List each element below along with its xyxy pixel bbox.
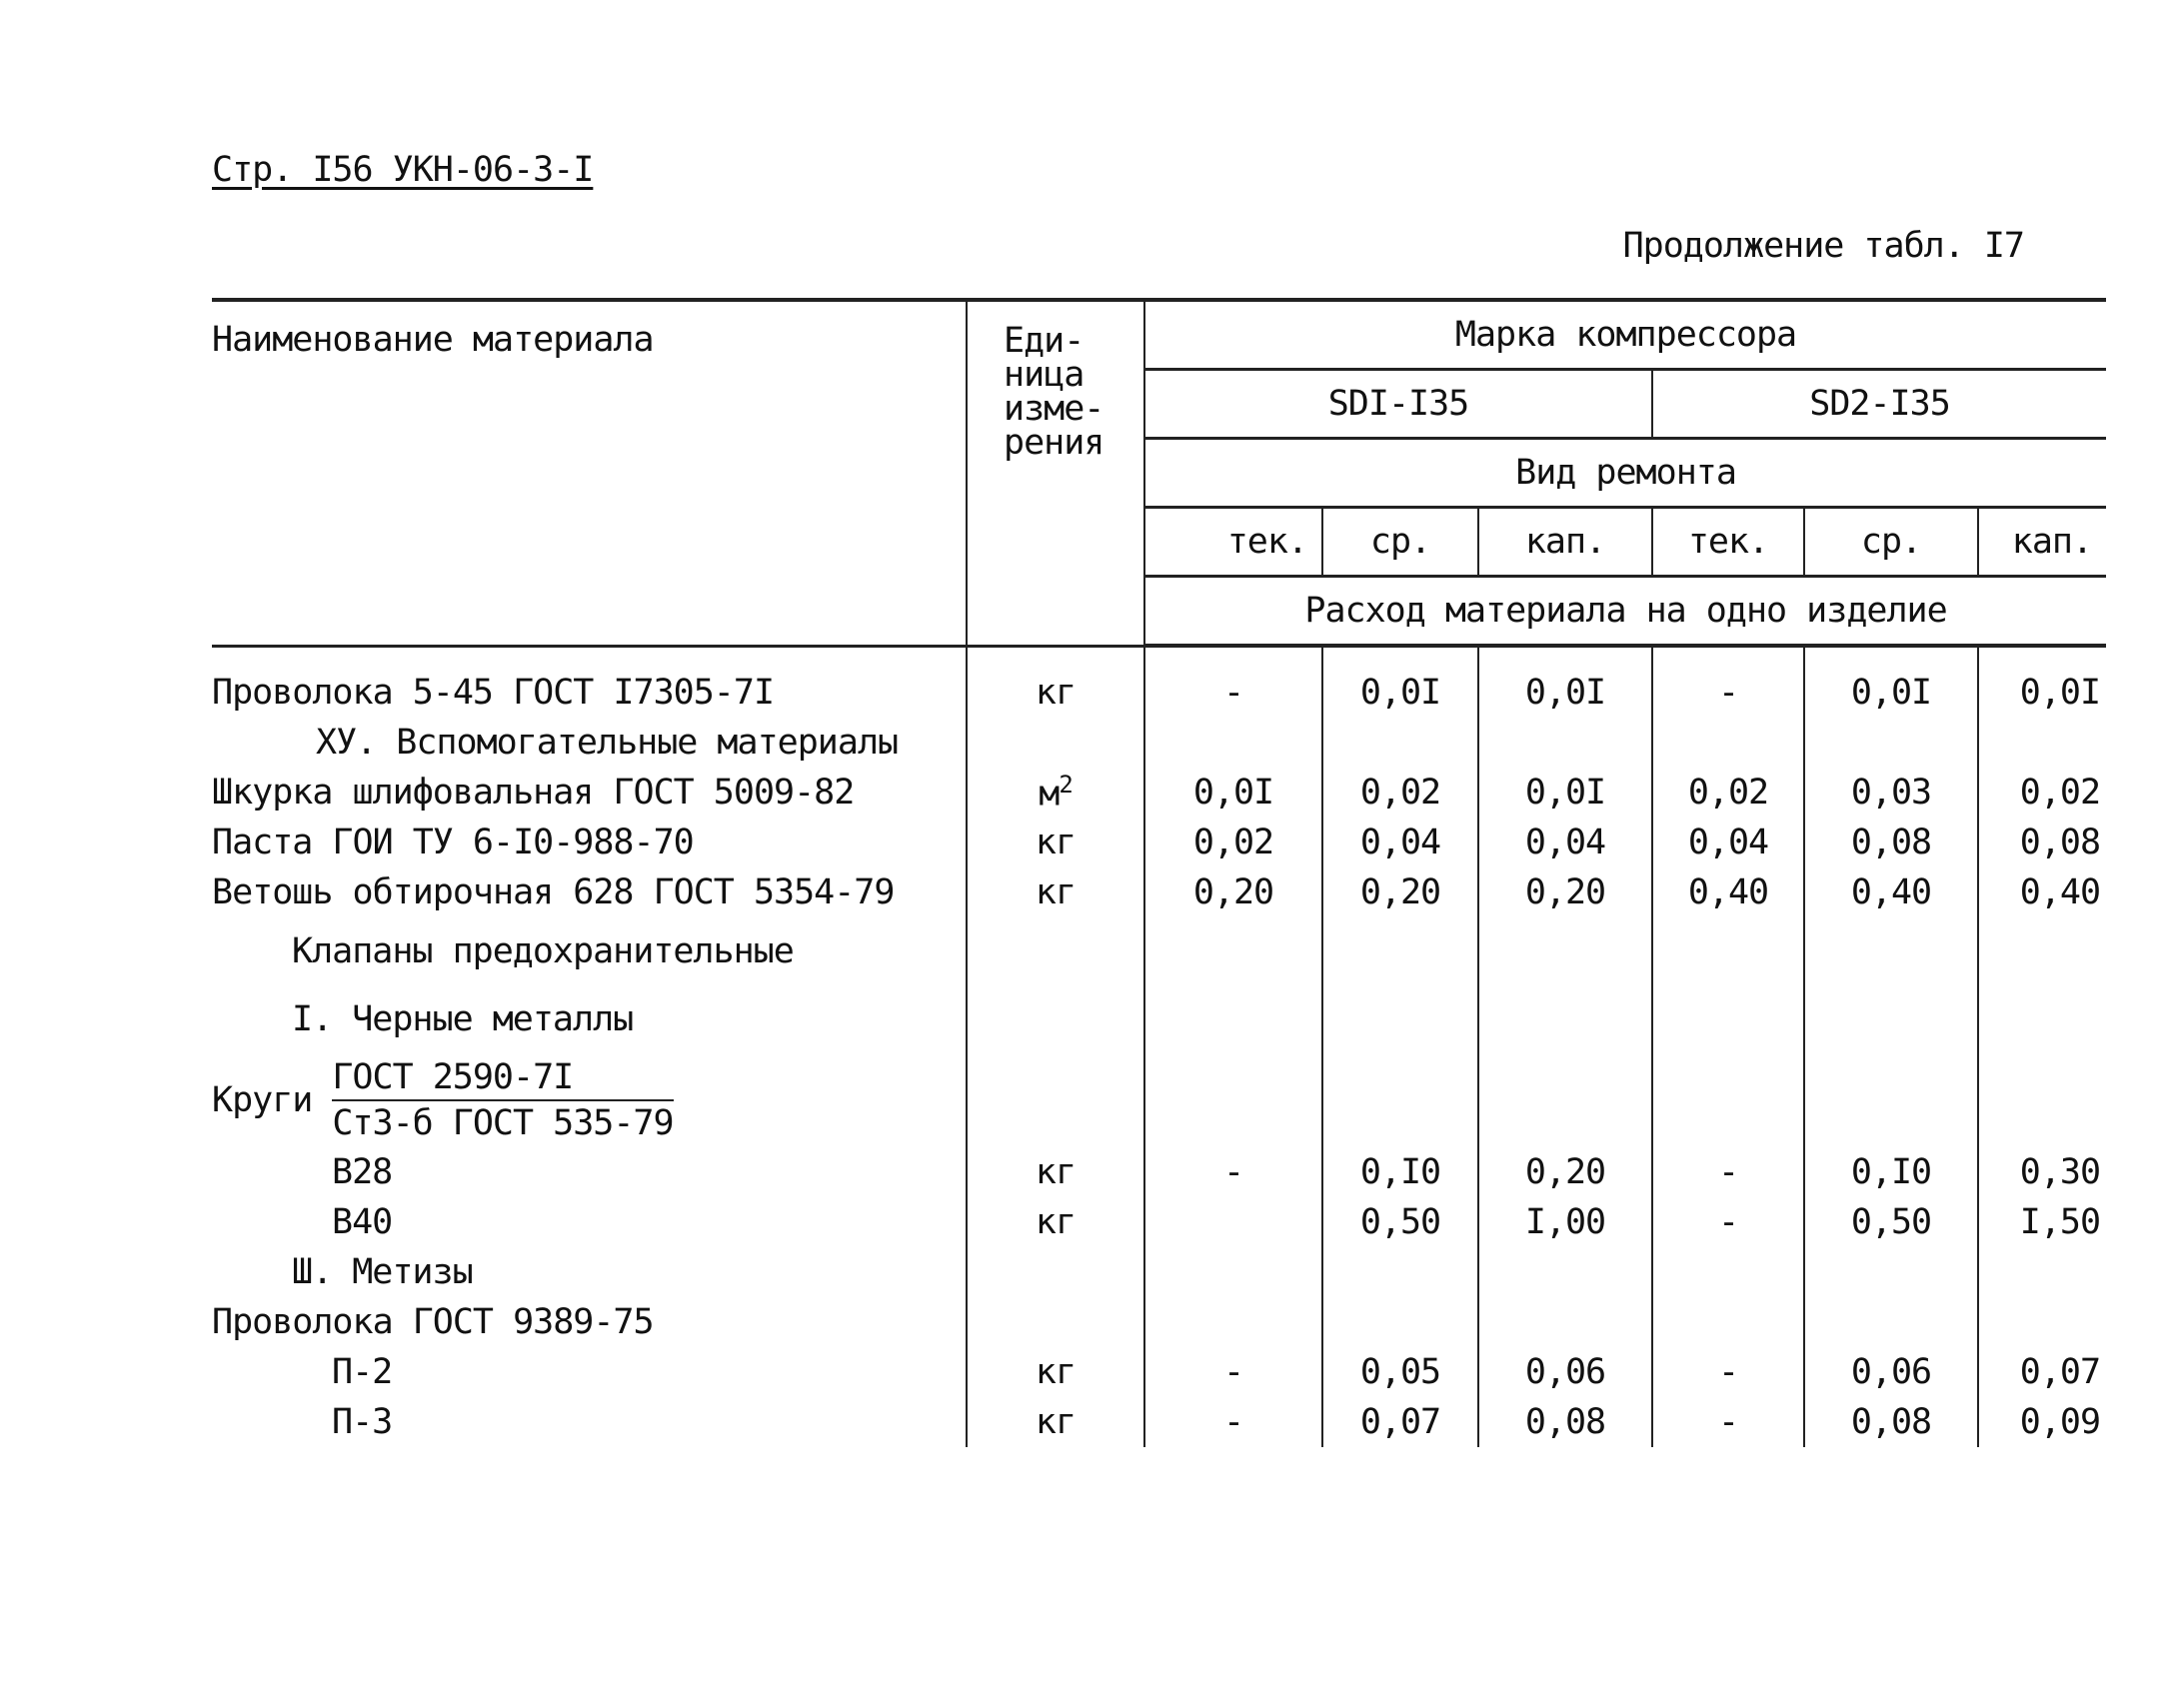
value-cell [1652, 718, 1804, 768]
value-cell: 0,08 [2019, 823, 2101, 862]
material-name: В40 [212, 1197, 967, 1247]
material-unit: кг [967, 1197, 1144, 1247]
value-cell [1652, 1297, 1804, 1347]
header-consumption: Расход материала на одно изделие [1144, 577, 2106, 647]
table-row [212, 1397, 2106, 1447]
value-cell: 0,02 [2019, 773, 2101, 813]
value-cell [1804, 718, 1978, 768]
value-cell: 0,0I [2019, 673, 2101, 713]
value-cell: - [1652, 1197, 1804, 1247]
value-cell: 0,09 [2019, 1402, 2101, 1442]
value-cell [1652, 985, 1804, 1053]
value-cell [1144, 1247, 1322, 1297]
value-cell [1652, 1053, 1804, 1147]
value-cell: 0,06 [1804, 1347, 1978, 1397]
value-cell [1322, 718, 1478, 768]
header-repair-current: тек. [1652, 508, 1804, 577]
value-cell: 0,0I [1478, 768, 1652, 818]
header-repair-current: тек. [1144, 508, 1322, 577]
value-cell: 0,0I [1478, 646, 1652, 718]
material-unit: кг [967, 1147, 1144, 1197]
page-header: Стр. I56 УКН-06-3-I [212, 150, 594, 190]
value-cell [1144, 1197, 1322, 1247]
material-unit: кг [967, 867, 1144, 917]
material-name: Ветошь обтирочная 628 ГОСТ 5354-79 [212, 867, 967, 917]
value-cell [1322, 1053, 1478, 1147]
value-cell: 0,02 [1144, 818, 1322, 867]
material-name [212, 1053, 967, 1147]
material-unit: кг [967, 1397, 1144, 1447]
value-cell: 0,30 [2019, 1152, 2101, 1192]
material-name: В28 [212, 1147, 967, 1197]
value-cell: - [1144, 1347, 1322, 1397]
value-cell [1978, 917, 2106, 985]
value-cell: 0,20 [1478, 867, 1652, 917]
value-cell [1478, 917, 1652, 985]
value-cell [1804, 985, 1978, 1053]
value-cell [1652, 1247, 1804, 1297]
material-name-prefix: Круги [212, 1080, 313, 1120]
table-row [212, 985, 2106, 1053]
section-heading: Ш. Метизы [212, 1247, 967, 1297]
value-cell [1978, 1297, 2106, 1347]
material-name: Проволока 5-45 ГОСТ I7305-7I [212, 646, 967, 718]
value-cell: 0,I0 [1804, 1147, 1978, 1197]
table-row [212, 1053, 2106, 1147]
header-material-name: Наименование материала [212, 300, 967, 646]
header-unit [967, 300, 1144, 646]
material-unit: кг [967, 818, 1144, 867]
value-cell [1978, 1053, 2106, 1147]
header-repair-medium: ср. [1804, 508, 1978, 577]
fraction-denominator: Ст3-б ГОСТ 535-79 [332, 1103, 674, 1143]
value-cell: - [1144, 1147, 1322, 1197]
value-cell [1322, 985, 1478, 1053]
value-cell: - [1652, 1147, 1804, 1197]
value-cell [1478, 1053, 1652, 1147]
value-cell [1804, 1247, 1978, 1297]
material-name: Шкурка шлифовальная ГОСТ 5009-82 [212, 768, 967, 818]
header-compressor-brand: Марка компрессора [1144, 300, 2106, 370]
material-name: Паста ГОИ ТУ 6-I0-988-70 [212, 818, 967, 867]
value-cell: 0,40 [1652, 867, 1804, 917]
value-cell: 0,40 [2019, 872, 2101, 912]
fraction-numerator: ГОСТ 2590-7I [332, 1055, 673, 1101]
value-cell [1478, 718, 1652, 768]
table-row [212, 818, 2106, 867]
value-cell [1478, 985, 1652, 1053]
value-cell: 0,I0 [1322, 1147, 1478, 1197]
value-cell [1804, 917, 1978, 985]
value-cell: 0,04 [1652, 818, 1804, 867]
material-name: П-2 [212, 1347, 967, 1397]
material-unit [967, 1247, 1144, 1297]
header-unit-line: Еди- [1004, 321, 1085, 361]
value-cell [1144, 985, 1322, 1053]
header-unit-line: ница [1004, 355, 1085, 395]
value-cell [1322, 1297, 1478, 1347]
value-cell [1478, 1247, 1652, 1297]
table-continuation-label: Продолжение табл. I7 [1622, 226, 2024, 266]
value-cell: - [1144, 1397, 1322, 1447]
value-cell: 0,03 [1804, 768, 1978, 818]
value-cell: 0,08 [1804, 1397, 1978, 1447]
value-cell [1804, 1053, 1978, 1147]
material-unit [967, 985, 1144, 1053]
value-cell [1322, 1247, 1478, 1297]
value-cell: - [1652, 1347, 1804, 1397]
header-unit-line: рения [1004, 423, 1104, 463]
material-unit [967, 1053, 1144, 1147]
value-cell: - [1144, 646, 1322, 718]
value-cell: 0,50 [1322, 1197, 1478, 1247]
value-cell: 0,0I [1144, 768, 1322, 818]
header-repair-medium: ср. [1322, 508, 1478, 577]
value-cell: 0,04 [1322, 818, 1478, 867]
material-unit: кг [967, 1347, 1144, 1397]
header-repair-capital: кап. [1478, 508, 1652, 577]
unit-superscript: 2 [1059, 771, 1073, 800]
value-cell: 0,08 [1478, 1397, 1652, 1447]
value-cell: 0,08 [1804, 818, 1978, 867]
material-name: П-3 [212, 1397, 967, 1447]
header-model-sd1: SDI-I35 [1144, 370, 1652, 439]
value-cell [1804, 1297, 1978, 1347]
section-heading: Клапаны предохранительные [212, 917, 967, 985]
table-row [212, 1347, 2106, 1397]
value-cell: 0,20 [1144, 867, 1322, 917]
table-row [212, 718, 2106, 768]
value-cell: 0,06 [1478, 1347, 1652, 1397]
value-cell [1144, 718, 1322, 768]
header-repair-capital: кап. [1978, 508, 2106, 577]
value-cell [1144, 1297, 1322, 1347]
materials-table [212, 298, 2106, 1447]
table-row [212, 1197, 2106, 1247]
value-cell [1322, 917, 1478, 985]
header-model-sd2: SD2-I35 [1652, 370, 2106, 439]
value-cell: 0,40 [1804, 867, 1978, 917]
table-row [212, 1297, 2106, 1347]
value-cell: 0,07 [1322, 1397, 1478, 1447]
table-row [212, 768, 2106, 818]
header-repair-type: Вид ремонта [1144, 439, 2106, 508]
section-heading: I. Черные металлы [212, 985, 967, 1053]
value-cell: 0,02 [1652, 768, 1804, 818]
value-cell: 0,20 [1322, 867, 1478, 917]
value-cell [1978, 985, 2106, 1053]
table-row [212, 1247, 2106, 1297]
value-cell [1144, 1053, 1322, 1147]
value-cell: 0,50 [1804, 1197, 1978, 1247]
table-row [212, 867, 2106, 917]
value-cell [1478, 1297, 1652, 1347]
value-cell: I,00 [1478, 1197, 1652, 1247]
value-cell: 0,0I [1804, 646, 1978, 718]
material-name: Проволока ГОСТ 9389-75 [212, 1297, 967, 1347]
unit-base: м [1039, 774, 1060, 815]
material-unit: кг [967, 646, 1144, 718]
material-name-fraction [332, 1055, 673, 1145]
table-row [212, 1147, 2106, 1197]
value-cell: 0,20 [1478, 1147, 1652, 1197]
material-unit [967, 1297, 1144, 1347]
section-heading: ХУ. Вспомогательные материалы [212, 718, 967, 768]
value-cell [1978, 718, 2106, 768]
value-cell: 0,07 [2019, 1352, 2101, 1392]
value-cell: - [1652, 646, 1804, 718]
value-cell: 0,0I [1322, 646, 1478, 718]
material-unit [967, 768, 1144, 818]
value-cell: 0,02 [1322, 768, 1478, 818]
value-cell: 0,05 [1322, 1347, 1478, 1397]
value-cell [1978, 1247, 2106, 1297]
material-unit [967, 917, 1144, 985]
value-cell: - [1652, 1397, 1804, 1447]
value-cell [1652, 917, 1804, 985]
value-cell: I,50 [2019, 1202, 2101, 1242]
value-cell [1144, 917, 1322, 985]
value-cell: 0,04 [1478, 818, 1652, 867]
header-unit-line: изме- [1004, 389, 1104, 429]
material-unit [967, 718, 1144, 768]
table-row [212, 917, 2106, 985]
table-row [212, 646, 2106, 718]
